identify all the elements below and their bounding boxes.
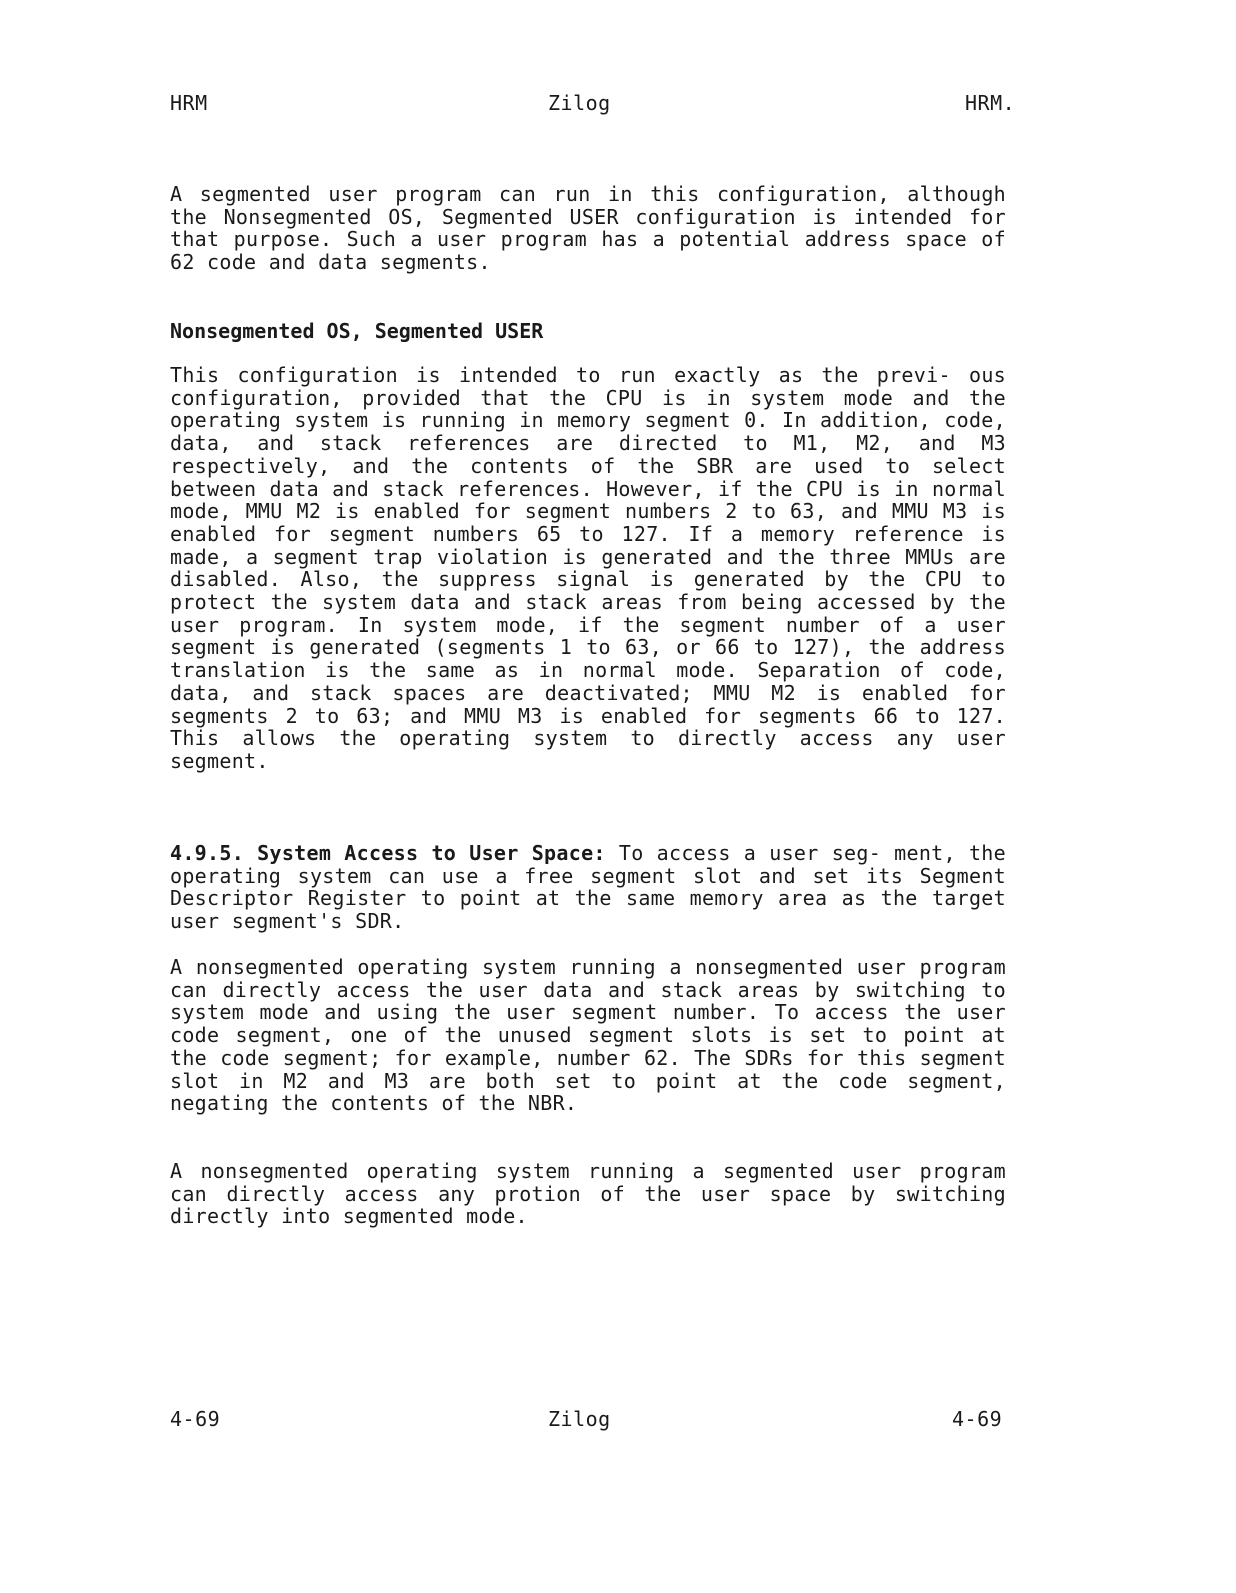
header-left: HRM: [170, 91, 208, 115]
paragraph-4: A nonsegmented operating system running a nonsegmented user program can directly access the user data and stack areas by switching to system mode and using the user segment number. To access the user code segment, one of the unused segment slots is set to point at the code segment; for example, number 62. The SDRs for this segment slot in M2 and M3 are both set to point at the code segment, negating the contents of the NBR.: [170, 955, 1006, 1116]
paragraph-3-text: To access a user seg- ment, the operating system can use a free segment slot and set its Segment Descriptor Register to point at the same memory area as the target user segment's SDR.: [170, 841, 1006, 934]
section-title: System Access to User Space:: [257, 841, 606, 865]
section-number: 4.9.5.: [170, 841, 245, 865]
paragraph-1: A segmented user program can run in this configuration, although the Nonsegmented OS, Segmented USER configuration is intended for that purpose. Such a user program has a potential address space of 62 code and data segments.: [170, 182, 1006, 275]
paragraph-3: [170, 842, 1006, 933]
header-right: HRM.: [965, 91, 1016, 115]
header-center: Zilog: [548, 91, 611, 115]
section-heading: Nonsegmented OS, Segmented USER: [170, 319, 544, 343]
footer-left: 4-69: [170, 1407, 221, 1431]
paragraph-2: This configuration is intended to run exactly as the previ- ous configuration, provided that the CPU is in system mode and the operating system is running in memory segment 0. In addition, code, data, and stack references are directed to M1, M2, and M3 respectively, and the contents of the SBR are used to select between data and stack references. However, if the CPU is in normal mode, MMU M2 is enabled for segment numbers 2 to 63, and MMU M3 is enabled for segment numbers 65 to 127. If a memory reference is made, a segment trap violation is generated and the three MMUs are disabled. Also, the suppress signal is generated by the CPU to protect the system data and stack areas from being accessed by the user program. In system mode, if the segment number of a user segment is generated (segments 1 to 63, or 66 to 127), the address translation is the same as in normal mode. Separation of code, data, and stack spaces are deactivated; MMU M2 is enabled for segments 2 to 63; and MMU M3 is enabled for segments 66 to 127. This allows the operating system to directly access any user segment.: [170, 363, 1006, 773]
paragraph-5: A nonsegmented operating system running a segmented user program can directly access any protion of the user space by switching directly into segmented mode.: [170, 1159, 1006, 1229]
footer-right: 4-69: [952, 1407, 1003, 1431]
footer-center: Zilog: [548, 1407, 611, 1431]
